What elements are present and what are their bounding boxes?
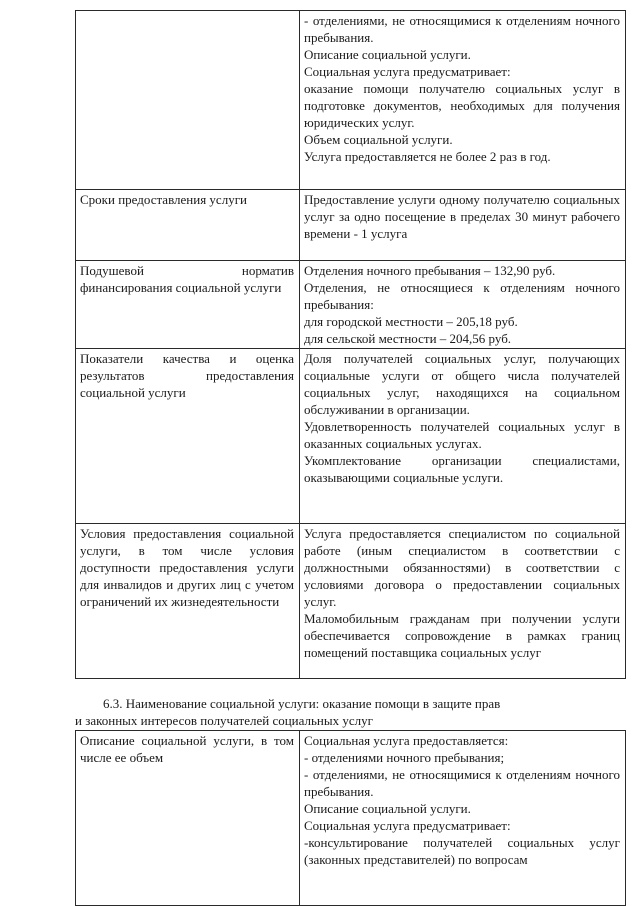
- content-line: Предоставление услуги одному получателю социальных услуг за одно посещение в пределах 30 минут рабочего времени - 1 услуга: [304, 192, 620, 241]
- content-line: Удовлетворенность получателей социальных услуг в оказанных социальных услугах.: [304, 419, 620, 451]
- content-line: - отделениями ночного пребывания;: [304, 750, 505, 765]
- table-row: [76, 11, 626, 190]
- label-text: Подушевой норматив финансирования социальной услуги: [80, 263, 294, 295]
- service-table-upper: [75, 10, 626, 679]
- label-text: Описание социальной услуги, в том числе ее объем: [80, 733, 294, 765]
- row-content: [300, 261, 626, 349]
- label-text: Показатели качества и оценка результатов предоставления социальной услуги: [80, 351, 294, 400]
- service-table-lower: [75, 730, 626, 906]
- content-line: Услуга предоставляется не более 2 раз в год.: [304, 149, 551, 164]
- content-line: Объем социальной услуги.: [304, 132, 453, 147]
- row-label: [76, 349, 300, 524]
- content-line: Доля получателей социальных услуг, получающих социальные услуги от общего числа получателей социальных услуг, находящихся на социальном обслуживании в организации.: [304, 351, 620, 417]
- content-line: Социальная услуга предоставляется:: [304, 733, 509, 748]
- content-line: Описание социальной услуги.: [304, 47, 471, 62]
- section-heading: [75, 695, 625, 729]
- content-line: оказание помощи получателю социальных услуг в подготовке документов, необходимых для получения юридических услуг.: [304, 81, 620, 130]
- content-line: Укомплектование организации специалистами, оказывающими социальные услуги.: [304, 453, 620, 485]
- content-line: для городской местности – 205,18 руб.: [304, 314, 518, 329]
- row-content: [300, 349, 626, 524]
- row-label: [76, 190, 300, 261]
- table-row: [76, 261, 626, 349]
- row-content: [300, 731, 626, 906]
- content-line: - отделениями, не относящимися к отделениям ночного пребывания.: [304, 13, 620, 45]
- table-row: [76, 524, 626, 679]
- content-line: -консультирование получателей социальных услуг (законных представителей) по вопросам: [304, 835, 620, 867]
- row-content: [300, 524, 626, 679]
- label-text: Сроки предоставления услуги: [80, 192, 247, 207]
- row-label: [76, 524, 300, 679]
- content-line: - отделениями, не относящимися к отделениям ночного пребывания.: [304, 767, 620, 799]
- row-content: [300, 11, 626, 190]
- table-row: [76, 349, 626, 524]
- content-line: Услуга предоставляется специалистом по социальной работе (иным специалистом в соответствии с должностными обязанностями) в соответствии с условиями договора о предоставлении социальных услуг.: [304, 526, 620, 609]
- content-line: Социальная услуга предусматривает:: [304, 818, 511, 833]
- content-line: Отделения ночного пребывания – 132,90 руб.: [304, 263, 556, 278]
- content-line: Отделения, не относящиеся к отделениям ночного пребывания:: [304, 280, 620, 312]
- content-line: Социальная услуга предусматривает:: [304, 64, 511, 79]
- row-label: [76, 731, 300, 906]
- content-line: Описание социальной услуги.: [304, 801, 471, 816]
- content-line: Маломобильным гражданам при получении услуги обеспечивается сопровождение в рамках границ помещений поставщика социальных услуг: [304, 611, 620, 660]
- row-content: [300, 190, 626, 261]
- section-heading-line: и законных интересов получателей социальных услуг: [75, 713, 373, 728]
- table-row: [76, 731, 626, 906]
- row-label: [76, 11, 300, 190]
- table-row: [76, 190, 626, 261]
- row-label: [76, 261, 300, 349]
- content-line: для сельской местности – 204,56 руб.: [304, 331, 512, 346]
- section-heading-line: 6.3. Наименование социальной услуги: оказание помощи в защите прав: [103, 696, 501, 711]
- label-text: Условия предоставления социальной услуги, в том числе условия доступности предоставления услуги для инвалидов и других лиц с учетом ограничений их жизнедеятельности: [80, 526, 294, 609]
